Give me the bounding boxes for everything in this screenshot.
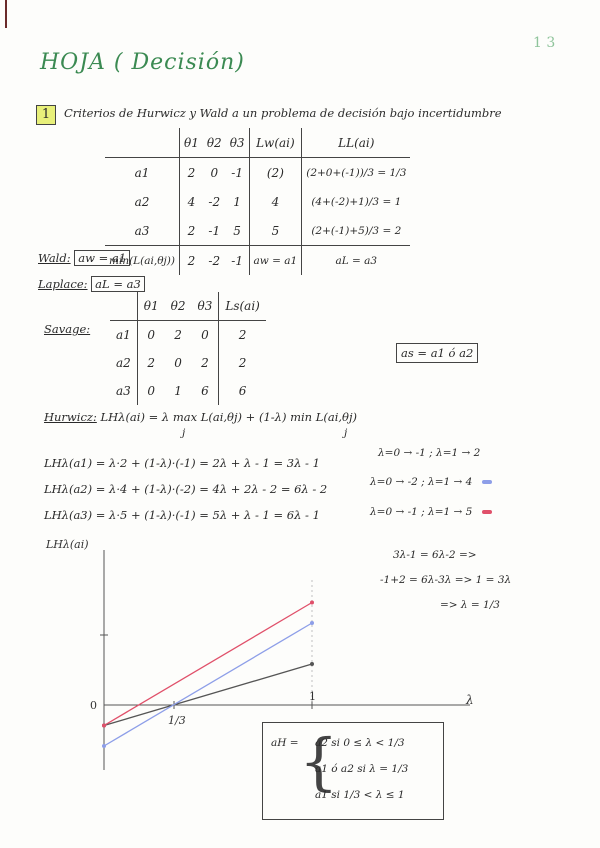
series-point-a2 (102, 744, 106, 748)
x-tick-label-third: 1/3 (168, 714, 186, 727)
formula-subscript-min: j (344, 427, 348, 439)
corner-cell (110, 292, 137, 321)
page-title: HOJA ( Decisión) (40, 50, 245, 75)
series-point-a3 (102, 724, 106, 728)
case-1: a2 si 0 ≤ λ < 1/3 (315, 737, 405, 749)
table-row: a2 4 -2 1 4 (4+(-2)+1)/3 = 1 (105, 187, 410, 216)
hurwicz-note-a3: λ=0 → -1 ; λ=1 → 5 (370, 506, 492, 518)
corner-cell (105, 128, 179, 158)
series-point-a1 (310, 662, 314, 666)
table-row: a3 0 1 6 6 (110, 377, 266, 405)
hurwicz-eq-a3: LHλ(a3) = λ·5 + (1-λ)·(-1) = 5λ + λ - 1 = 6λ - 1 (44, 508, 320, 522)
hurwicz-eq-a2: LHλ(a2) = λ·4 + (1-λ)·(-2) = 4λ + 2λ - 2 = 6λ - 2 (44, 482, 328, 496)
table-row: a1 2 0 -1 (2) (2+0+(-1))/3 = 1/3 (105, 158, 410, 188)
header-laplace: LL(ai) (302, 128, 411, 158)
legend-swatch-a2 (482, 480, 492, 484)
solve-line-1: 3λ-1 = 6λ-2 => (393, 549, 477, 561)
table-row: a2 2 0 2 2 (110, 349, 266, 377)
solve-line-2: -1+2 = 6λ-3λ => 1 = 3λ (380, 574, 512, 586)
header-theta2: θ2 (203, 128, 226, 158)
page-badge: 1 3 (533, 35, 556, 51)
header-theta3: θ3 (226, 128, 249, 158)
case-3: a1 si 1/3 < λ ≤ 1 (315, 789, 405, 801)
hurwicz-note-a1: λ=0 → -1 ; λ=1 → 2 (378, 447, 481, 459)
y-axis-label: LHλ(ai) (46, 538, 89, 551)
series-line-a1 (104, 664, 312, 726)
section-number: 1 (36, 105, 56, 125)
formula-subscript-max: j (182, 427, 186, 439)
wald-result: aw = a1 (74, 250, 130, 266)
hurwicz-result-box (262, 722, 444, 820)
hurwicz-note-a2: λ=0 → -2 ; λ=1 → 4 (370, 476, 492, 488)
savage-label: Savage: (44, 322, 91, 336)
x-axis-label: λ (466, 693, 474, 707)
series-point-a3 (310, 601, 314, 605)
cases-lhs: aH = (271, 737, 299, 749)
series-point-a2 (310, 621, 314, 625)
header-theta1: θ1 (179, 128, 202, 158)
wald-line: Wald: aw = a1 (38, 251, 130, 265)
brace-icon: { (299, 725, 339, 798)
table-row: a3 2 -1 5 5 (2+(-1)+5)/3 = 2 (105, 216, 410, 246)
margin-mark (5, 0, 7, 28)
series-line-a3 (104, 603, 312, 726)
table-footer-row: min(L(ai,θj)) 2 -2 -1 aw = a1 aL = a3 (105, 246, 410, 276)
solve-line-3: => λ = 1/3 (440, 599, 500, 611)
origin-label: 0 (90, 699, 97, 712)
x-tick-label-one: 1 (309, 690, 316, 703)
legend-swatch-a3 (482, 510, 492, 514)
hurwicz-formula: LHλ(ai) = λ max L(ai,θj) + (1-λ) min L(ai,θj) (100, 410, 358, 424)
decision-table (105, 128, 410, 275)
header-wald: Lw(ai) (249, 128, 302, 158)
laplace-result: aL = a3 (91, 276, 145, 292)
case-2: a1 ó a2 si λ = 1/3 (315, 763, 409, 775)
section-heading: Criterios de Hurwicz y Wald a un problema de decisión bajo incertidumbre (64, 106, 502, 120)
hurwicz-eq-a1: LHλ(a1) = λ·2 + (1-λ)·(-1) = 2λ + λ - 1 = 3λ - 1 (44, 456, 320, 470)
savage-table: θ1 θ2 θ3 Ls(ai) a1 0 2 0 2 a2 2 0 2 2 a3 0 1 6 6 (110, 292, 266, 405)
table-row: a1 0 2 0 2 (110, 321, 266, 350)
laplace-line: Laplace: aL = a3 (38, 277, 145, 291)
hurwicz-line: Hurwicz: LHλ(ai) = λ max L(ai,θj) + (1-λ) min L(ai,θj) (44, 410, 358, 424)
savage-result: as = a1 ó a2 (396, 343, 478, 363)
